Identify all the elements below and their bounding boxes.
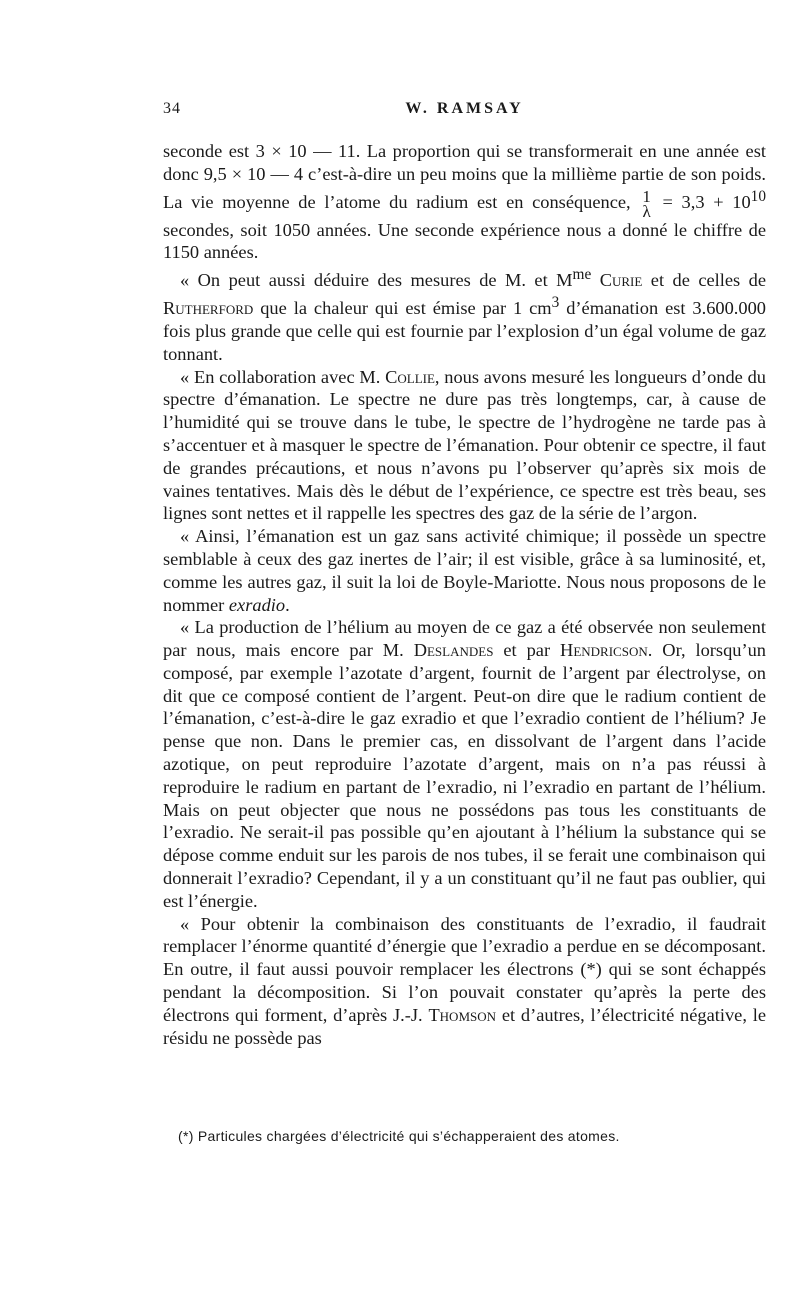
name-hendricson: Hendricson xyxy=(560,640,648,661)
running-title: W. RAMSAY xyxy=(405,100,524,117)
page-header xyxy=(163,100,766,124)
page-number: 34 xyxy=(163,100,181,117)
term-exradio: exradio xyxy=(228,594,286,615)
footnote-marker: (*) xyxy=(178,1128,194,1144)
fraction: 1 λ xyxy=(642,186,651,221)
exponent: 10 xyxy=(750,187,766,205)
paragraph-1: seconde est 3 × 10 — 11. La proportion qui se transformerait en une année est donc 9,5 × 10 — 4 c’est-à-dire un peu moins que la millième partie de son poids. La vie moyenne de l’atome du radium est en conséquence, 1 λ = $3,3 + 10^{10}$ secondes, soit 1050 années. Une seconde expérience nous a donné le chiffre de 1150 années. xyxy=(163,141,766,263)
paragraph-3: « En collaboration avec M. Collie, nous avons mesuré les longueurs d’onde du spectre d’émanation. Le spectre ne dure pas très longtemps, car, à cause de l’humidité qui se trouve dans le tube, le spectre de l’hydrogène ne tarde pas à s’accentuer et à masquer le spectre de l’émanation. Pour obtenir ce spectre, il faut de grandes précautions, et nous n’avons pu l’observer qu’après six mois de vaines tentatives. Mais dès le début de l’expérience, ce spectre est très beau, ses lignes sont nettes et il rappelle les spectres des gaz de la série de l’argon. xyxy=(163,366,766,524)
paragraph-5: « La production de l’hélium au moyen de ce gaz a été observée non seulement par nous, mais encore par M. Deslandes et par Hendricson. Or, lorsqu’un composé, par exemple l’azotate d’argent, fournit de l’argent par électrolyse, on dit que ce composé contient de l’argent. Peut-on dire que le radium contient de l’émanation, c’est-à-dire le gaz exradio et que l’exradio contient de l’hélium? Je pense que non. Dans le premier cas, en dissolvant de l’argent dans l’acide azotique, on peut reproduire l’azotate d’argent, mais on n’a pas réussi à reproduire le radium en partant de l’exradio, ni l’exradio en partant de l’hélium. Mais on peut objecter que nous ne possédons pas tous les constituants de l’exradio. Ne serait-il pas possible qu’en ajoutant à l’hélium la substance qui se dépose comme enduit sur les parois de nos tubes, il se ferait une combinaison qui donnerait l’exradio? Cependant, il y a un constituant qu’il ne faut pas oublier, qui est l’énergie. xyxy=(163,617,766,911)
footnote-text: Particules chargées d’électricité qui s’échapperaient des atomes. xyxy=(193,1128,620,1144)
name-thomson: Thomson xyxy=(428,1004,497,1025)
paragraph-6: « Pour obtenir la combinaison des constituants de l’exradio, il faudrait remplacer l’énorme quantité d’énergie que l’exradio a perdue en se décomposant. En outre, il faut aussi pouvoir remplacer les électrons (*) qui se sont échappés pendant la décomposition. Si l’on pouvait constater qu’après la perte des électrons qui forment, d’après J.-J. Thomson et d’autres, l’électricité négative, le résidu ne possède pas xyxy=(163,913,766,1048)
name-rutherford: Rutherford xyxy=(163,298,254,319)
paragraph-4: « Ainsi, l’émanation est un gaz sans activité chimique; il possède un spectre semblable à ceux des gaz inertes de l’air; il est visible, grâce à sa luminosité, et, comme les autres gaz, il suit la loi de Boyle-Mariotte. Nous nous proposons de le nommer exradio. xyxy=(163,526,766,615)
footnote xyxy=(178,1128,766,1144)
name-curie: Curie xyxy=(599,270,643,291)
body-text xyxy=(163,140,766,1049)
name-deslandes: Deslandes xyxy=(413,640,494,661)
name-collie: Collie xyxy=(385,366,435,387)
paragraph-2: « On peut aussi déduire des mesures de M. et $M^{me}$ Curie et de celles de Rutherford que la chaleur qui est émise par 1 $cm^3$ d’émanation est 3.600.000 fois plus grande que celle qui est fournie par l’explosion d’un égal volume de gaz tonnant. xyxy=(163,266,766,364)
